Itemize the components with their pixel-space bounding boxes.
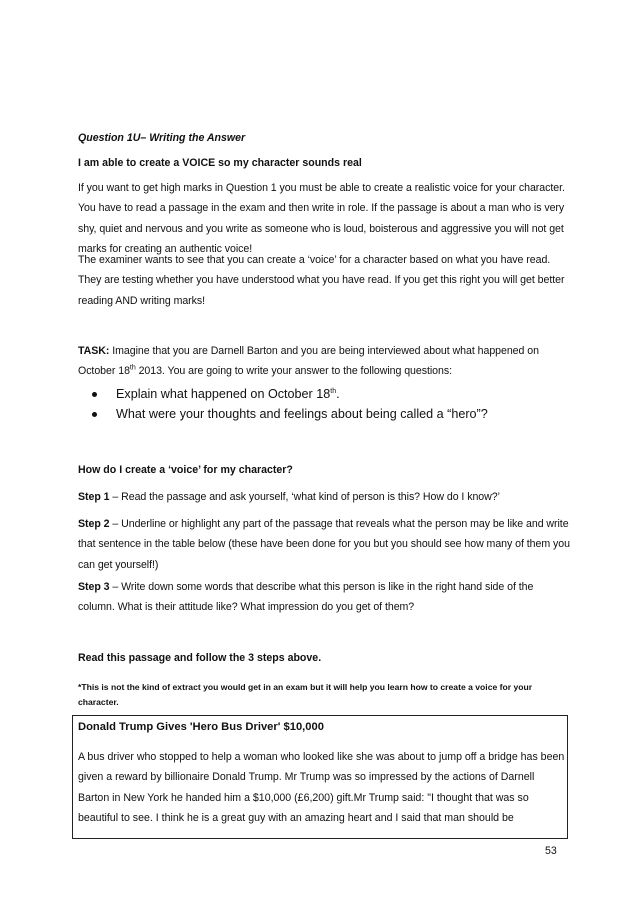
step-3: Step 3 – Write down some words that describe what this person is like in the right hand side of the column. What is their attitude like? What impression do you get of them?	[78, 581, 534, 614]
extract-title: Donald Trump Gives 'Hero Bus Driver' $10,000	[78, 721, 324, 733]
page-subheading: I am able to create a VOICE so my character sounds real	[78, 157, 362, 169]
intro-paragraph-2: The examiner wants to see that you can create a ‘voice’ for a character based on what you have read. They are testing whether you have understood what you have read. If you get this right you will get better reading AND writing marks!	[78, 254, 565, 307]
bullet-icon	[92, 412, 97, 417]
page-heading: Question 1U– Writing the Answer	[78, 132, 246, 144]
note: *This is not the kind of extract you would get in an exam but it will help you learn how to create a voice for your character.	[78, 682, 533, 707]
list-item: Explain what happened on October 18th.	[90, 384, 550, 404]
extract-box	[72, 715, 568, 839]
page-number: 53	[545, 845, 557, 857]
read-heading: Read this passage and follow the 3 steps above.	[78, 652, 322, 664]
bullet-icon	[92, 392, 97, 397]
intro-paragraph-1: If you want to get high marks in Question 1 you must be able to create a realistic voice for your character. You have to read a passage in the exam and then write in role. If the passage is about a man who is very shy, quiet and nervous and you write as someone who is loud, boisterous and aggressive you will not get marks for creating an authentic voice!	[78, 182, 565, 256]
task-text-before: Imagine that you are Darnell Barton and you are being interviewed about what happened on October 18	[78, 345, 539, 378]
extract-text: A bus driver who stopped to help a woman who looked like she was about to jump off a bridge has been given a reward by billionaire Donald Trump. Mr Trump was so impressed by the actions of Darnell Barton in New York he handed him a $10,000 (£6,200) gift.Mr Trump said: "I thought that was so beautiful to see. I think he is a great guy with an amazing heart and I said that man should be	[78, 751, 565, 825]
step-2: Step 2 – Underline or highlight any part of the passage that reveals what the person may be like and write that sentence in the table below (these have been done for you but you should see how many of them you can get yourself!)	[78, 518, 570, 571]
question-list	[90, 384, 550, 424]
task-sup: th	[129, 364, 136, 372]
list-item: What were your thoughts and feelings about being called a “hero”?	[90, 404, 550, 424]
task-label: TASK:	[78, 345, 110, 357]
task-paragraph	[78, 341, 570, 382]
voice-heading: How do I create a ‘voice’ for my character?	[78, 464, 293, 476]
step-1: Step 1 – Read the passage and ask yourself, ‘what kind of person is this? How do I know?’	[78, 491, 500, 503]
task-text-after: 2013. You are going to write your answer to the following questions:	[135, 365, 453, 378]
